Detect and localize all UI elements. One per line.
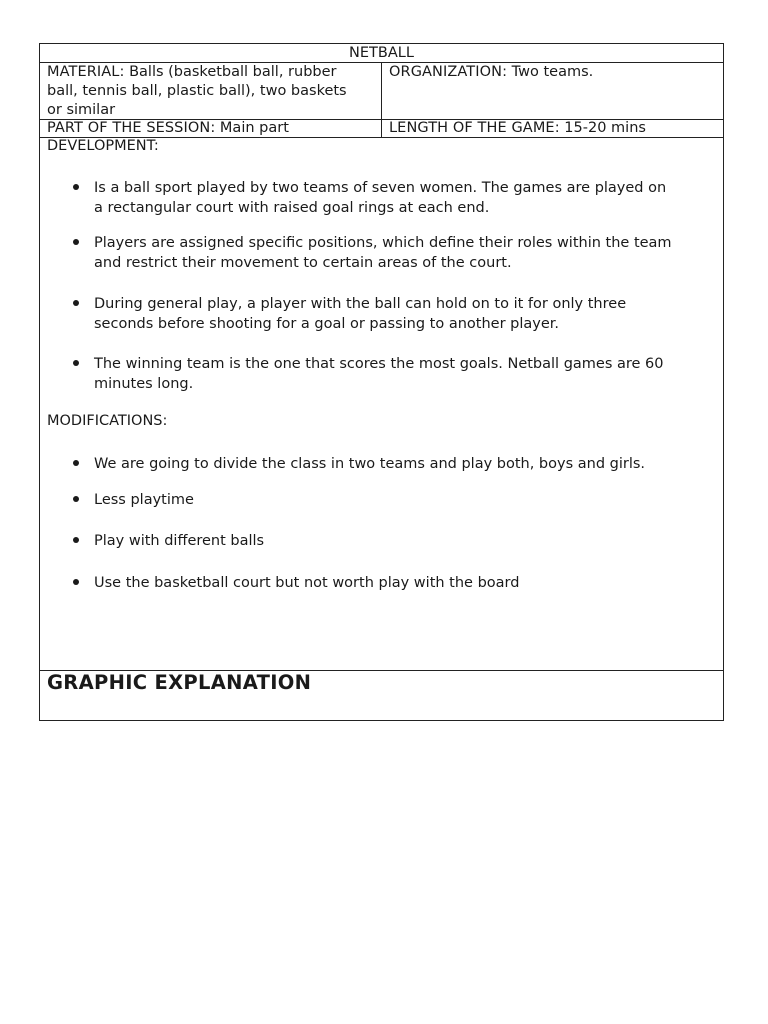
bullet-icon bbox=[73, 184, 79, 190]
length-label: LENGTH OF THE GAME: bbox=[389, 120, 560, 136]
length-cell bbox=[382, 120, 723, 137]
list-item-line: Is a ball sport played by two teams of seven women. The games are played on bbox=[94, 180, 667, 196]
development-heading: DEVELOPMENT: bbox=[47, 138, 159, 154]
length-value: 15-20 mins bbox=[559, 120, 646, 136]
organization-cell bbox=[382, 63, 723, 119]
graphic-explanation-section bbox=[40, 671, 723, 720]
material-value-line3: or similar bbox=[47, 102, 116, 118]
list-item-line: Players are assigned specific positions, which define their roles within the team bbox=[94, 235, 672, 251]
lesson-plan-table bbox=[39, 43, 724, 721]
bullet-icon bbox=[73, 460, 79, 466]
list-item-line: and restrict their movement to certain areas of the court. bbox=[94, 255, 512, 271]
title-row bbox=[40, 44, 723, 63]
list-item-line: During general play, a player with the ball can hold on to it for only three bbox=[94, 296, 627, 312]
session-value: Main part bbox=[215, 120, 289, 136]
material-value-line2: ball, tennis ball, plastic ball), two baskets bbox=[47, 83, 347, 99]
list-item-text: We are going to divide the class in two teams and play both, boys and girls. bbox=[94, 456, 646, 472]
list-item-text bbox=[94, 294, 714, 334]
list-item-line: seconds before shooting for a goal or passing to another player. bbox=[94, 316, 560, 332]
material-row bbox=[40, 63, 723, 120]
session-cell bbox=[40, 120, 382, 137]
bullet-icon bbox=[73, 239, 79, 245]
graphic-explanation-heading: GRAPHIC EXPLANATION bbox=[47, 671, 312, 694]
development-section bbox=[40, 138, 723, 671]
list-item-text: Use the basketball court but not worth play with the board bbox=[94, 575, 520, 591]
list-item-text: Less playtime bbox=[94, 492, 194, 508]
material-label: MATERIAL: bbox=[47, 64, 125, 80]
material-value-line1: Balls (basketball ball, rubber bbox=[124, 64, 337, 80]
bullet-icon bbox=[73, 496, 79, 502]
organization-value: Two teams. bbox=[507, 64, 594, 80]
list-item-text bbox=[94, 178, 714, 218]
bullet-icon bbox=[73, 579, 79, 585]
bullet-icon bbox=[73, 537, 79, 543]
list-item-text bbox=[94, 233, 714, 273]
modifications-heading: MODIFICATIONS: bbox=[47, 413, 168, 429]
list-item-line: The winning team is the one that scores the most goals. Netball games are 60 bbox=[94, 356, 664, 372]
list-item-line: minutes long. bbox=[94, 376, 194, 392]
bullet-icon bbox=[73, 300, 79, 306]
material-cell bbox=[40, 63, 382, 119]
list-item-text bbox=[94, 354, 714, 394]
list-item-text: Play with different balls bbox=[94, 533, 265, 549]
session-label: PART OF THE SESSION: bbox=[47, 120, 216, 136]
list-item-line: a rectangular court with raised goal rings at each end. bbox=[94, 200, 490, 216]
session-row bbox=[40, 120, 723, 138]
organization-label: ORGANIZATION: bbox=[389, 64, 508, 80]
bullet-icon bbox=[73, 360, 79, 366]
page-title: NETBALL bbox=[349, 44, 414, 61]
